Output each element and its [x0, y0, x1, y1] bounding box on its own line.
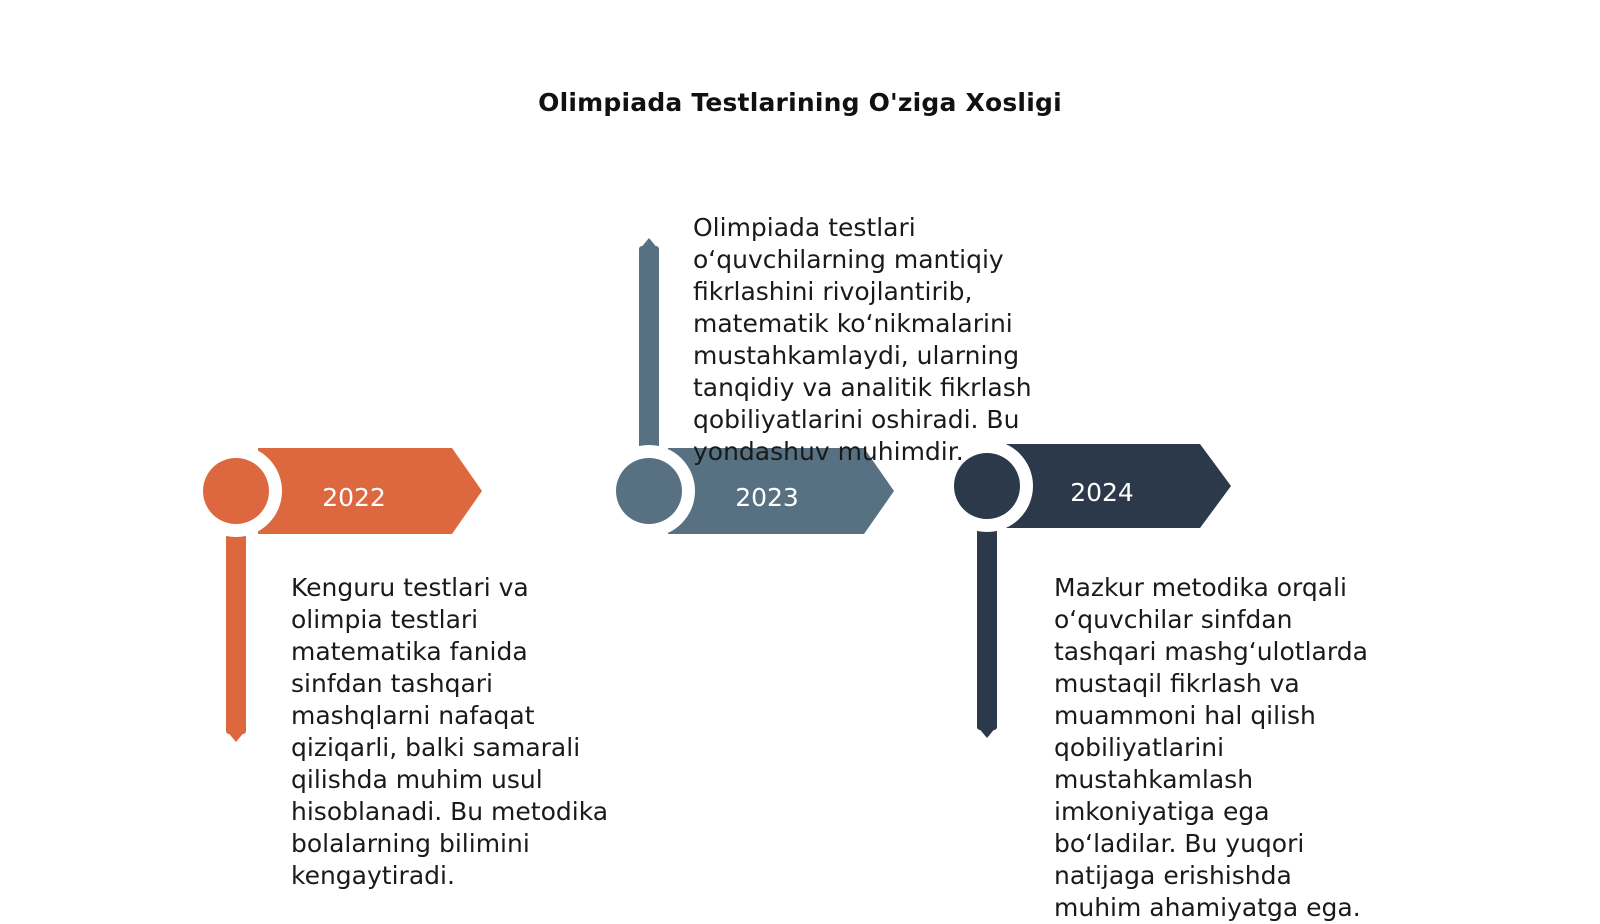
stem-cap-2023: [639, 238, 659, 250]
year-label-2022: 2022: [322, 483, 386, 512]
connector-stem-2022: [226, 522, 246, 734]
node-dot-2023: [616, 458, 682, 524]
milestone-description-2024: Mazkur metodika orqali o‘quvchilar sinfdan tashqari mashg‘ulotlarda mustaqil fikrlash va muammoni hal qilish qobiliyatlarini mustahkamlash imkoniyatiga ega bo‘ladilar. Bu yuqori natijaga erishishda muhim ahamiyatga ega.: [1054, 573, 1368, 922]
stem-cap-2022: [226, 730, 246, 742]
connector-stem-2023: [639, 246, 659, 460]
year-label-2023: 2023: [735, 483, 799, 512]
year-label-2024: 2024: [1070, 478, 1134, 507]
milestone-description-2022: Kenguru testlari va olimpia testlari matematika fanida sinfdan tashqari mashqlarni nafaqat qiziqarli, balki samarali qilishda muhim usul hisoblanadi. Bu metodika bolalarning bilimini kengaytiradi.: [291, 573, 609, 890]
diagram-title: Olimpiada Testlarining O'ziga Xosligi: [538, 88, 1062, 117]
node-dot-2022: [203, 458, 269, 524]
stem-cap-2024: [977, 726, 997, 738]
connector-stem-2024: [977, 520, 997, 730]
milestone-description-2023: Olimpiada testlari o‘quvchilarning mantiqiy fikrlashini rivojlantirib, matematik ko‘nikmalarini mustahkamlaydi, ularning tanqidiy va analitik fikrlash qobiliyatlarini oshiradi. Bu yondashuv muhimdir.: [693, 213, 1032, 466]
